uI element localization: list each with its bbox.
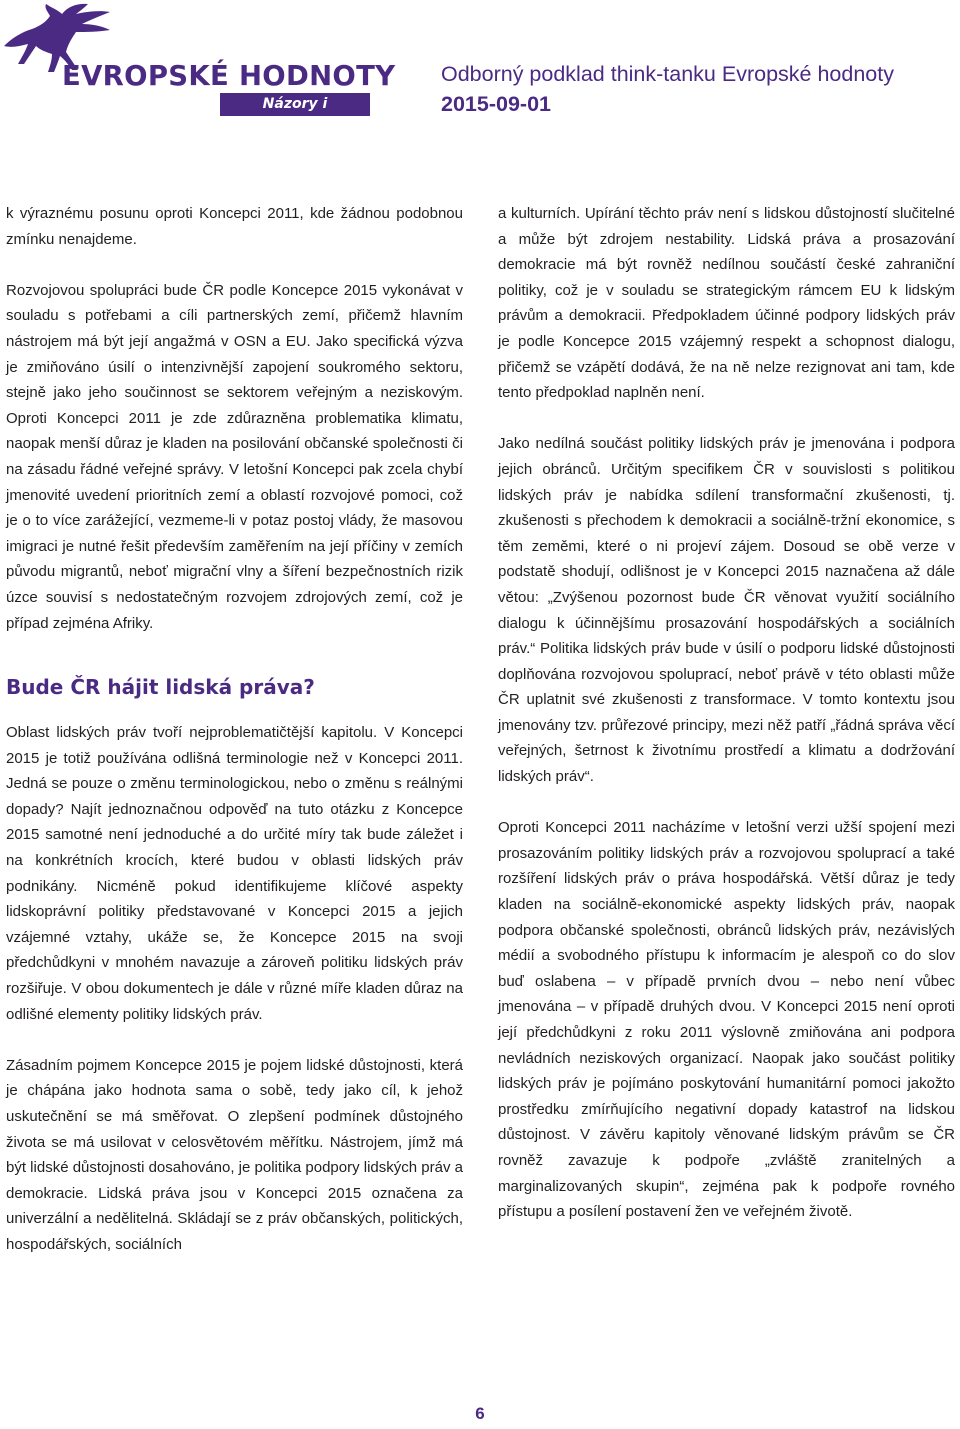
page-number: 6: [475, 1404, 485, 1423]
paragraph: Zásadním pojmem Koncepce 2015 je pojem lidské důstojnosti, která je chápána jako hodnota sama o sobě, tedy jako cíl, k jehož uskutečnění se má směřovat. O zlepšení podmínek důstojného života se má usilovat v celosvětovém měřítku. Nástrojem, jímž má být lidské důstojnosti dosahováno, je politika podpory lidských práv a demokracie. Lidská práva jsou v Koncepci 2015 označena za univerzální a nedělitelná. Skládají se z práv občanských, politických, hospodářských, sociálních: [6, 1056, 463, 1253]
brand-tagline: Názory i souvislosti: [220, 93, 370, 116]
paragraph: Jako nedílná součást politiky lidských práv je jmenována i podpora jejich obránců. Určitým specifikem ČR v souvislosti s politikou lidských práv je nabídka sdílení transformační zkušenosti, tj. zkušenosti s přechodem k demokracii a sociálně-tržní ekonomice, s těm zeměmi, které o ni projeví zájem. Dosoud se obě verze v podstatě shodují, odlišnost je v Koncepci 2015 naznačena až dále větou: „Zvýšenou pozornost bude ČR věnovat využití sociálního dialogu k účinnějšímu prosazování hospodářských a sociálních práv.“ Politika lidských práv bude v úsilí o podporu lidské důstojnosti doplňována rozvojovou spoluprací, neboť právě v této oblasti může ČR uplatnit své zkušenosti z transformace. V tomto kontextu jsou jmenovány tzv. průřezové principy, mezi něž patří „řádná správa věcí veřejných, šetrnost k životnímu prostředí a klimatu a dodržování lidských práv“.: [498, 435, 955, 786]
left-column: [6, 201, 463, 1283]
right-column: [498, 201, 955, 1250]
brand-name: EVROPSKÉ HODNOTY: [62, 60, 396, 92]
paragraph: Oblast lidských práv tvoří nejproblematičtější kapitolu. V Koncepci 2015 je totiž používána odlišná terminologie než v Koncepci 2011. Jedná se pouze o změnu terminologickou, nebo o změnu s reálnými dopady? Najít jednoznačnou odpověď na tuto otázku z Koncepce 2015 samotné není jednoduché a do určité míry tak bude záležet i na konkrétních krocích, které budou v oblasti lidských práv podnikány. Nicméně pokud identifikujeme klíčové aspekty lidskoprávní politiky představované v Koncepci 2015 a jejich vzájemné vztahy, ukáže se, že Koncepce 2015 na svoji předchůdkyni v mnohém navazuje a zároveň politiku lidských práv rozšiřuje. V obou dokumentech je dále v různé míře kladen důraz na odlišné elementy politiky lidských práv.: [6, 724, 463, 1023]
page-header: [0, 0, 960, 135]
paragraph: a kulturních. Upírání těchto práv není s lidskou důstojností slučitelné a může být zdrojem nestability. Lidská práva a prosazování demokracie má být rovněž nedílnou součástí české zahraniční politiky, což je v souladu se strategickým rámcem EU k lidským právům a demokracii. Předpokladem účinné podpory lidských práv je podle Koncepce 2015 vzájemný respekt a schopnost dialogu, přičemž se vzápětí dodává, že na ně nelze rezignovat ani tam, kde tento předpoklad naplněn není.: [498, 205, 955, 402]
header-date: 2015-09-01: [441, 92, 551, 116]
header-subtitle: Odborný podklad think-tanku Evropské hodnoty: [441, 62, 894, 86]
paragraph: Oproti Koncepci 2011 nacházíme v letošní verzi užší spojení mezi prosazováním politiky lidských práv a rozvojovou spoluprací a také rozšíření lidských práv o práva hospodářská. Větší důraz je tedy kladen na sociálně-ekonomické aspekty lidských práv, naopak podpora občanské společnosti, obránců lidských práv, nezávislých médií a svobodného přístupu k informacím je alespoň co do slov buď oslabena – v případě prvních dvou – nebo není vůbec jmenována – v případě druhých dvou. V Koncepci 2015 není oproti její předchůdkyni z roku 2011 výslovně zmiňována ani podpora nevládních neziskových organizací. Naopak jako součást politiky lidských práv je pojímáno poskytování humanitární pomoci jakožto prostředku zmírňujícího negativní dopady katastrof na lidskou důstojnost. V závěru kapitoly věnované lidským právům se ČR rovněž zavazuje k podpoře „zvláště zranitelných a marginalizovaných skupin“, zejména pak k podpoře rovného přístupu a posílení postavení žen ve veřejném životě.: [498, 819, 955, 1221]
paragraph: Rozvojovou spolupráci bude ČR podle Koncepce 2015 vykonávat v souladu s potřebami a cíli partnerských zemí, přičemž hlavním nástrojem má být její angažmá v OSN a EU. Jako specifická výzva je zmiňováno úsilí o intenzivnější zapojení soukromého sektoru, stejně jako jeho součinnost se sektorem veřejným a neziskovým. Oproti Koncepci 2011 je zde zdůrazněna problematika klimatu, naopak menší důraz je kladen na posilování občanské společnosti či na zásadu řádné veřejné správy. V letošní Koncepci pak zcela chybí jmenovité uvedení prioritních zemí a oblastí rozvojové pomoci, což je o to více zarážející, vezmeme-li v potaz postoj vlády, že masovou imigraci je nutné řešit především zaměřením na její příčiny v zemích původu migrantů, neboť migrační vlny a šíření bezpečnostních rizik úzce souvisí s nedostatečným rozvojem zdrojových zemí, což je případ zejména Afriky.: [6, 281, 463, 632]
section-heading: Bude ČR hájit lidská práva?: [6, 675, 315, 700]
paragraph: k výraznému posunu oproti Koncepci 2011, kde žádnou podobnou zmínku nenajdeme.: [6, 205, 463, 248]
